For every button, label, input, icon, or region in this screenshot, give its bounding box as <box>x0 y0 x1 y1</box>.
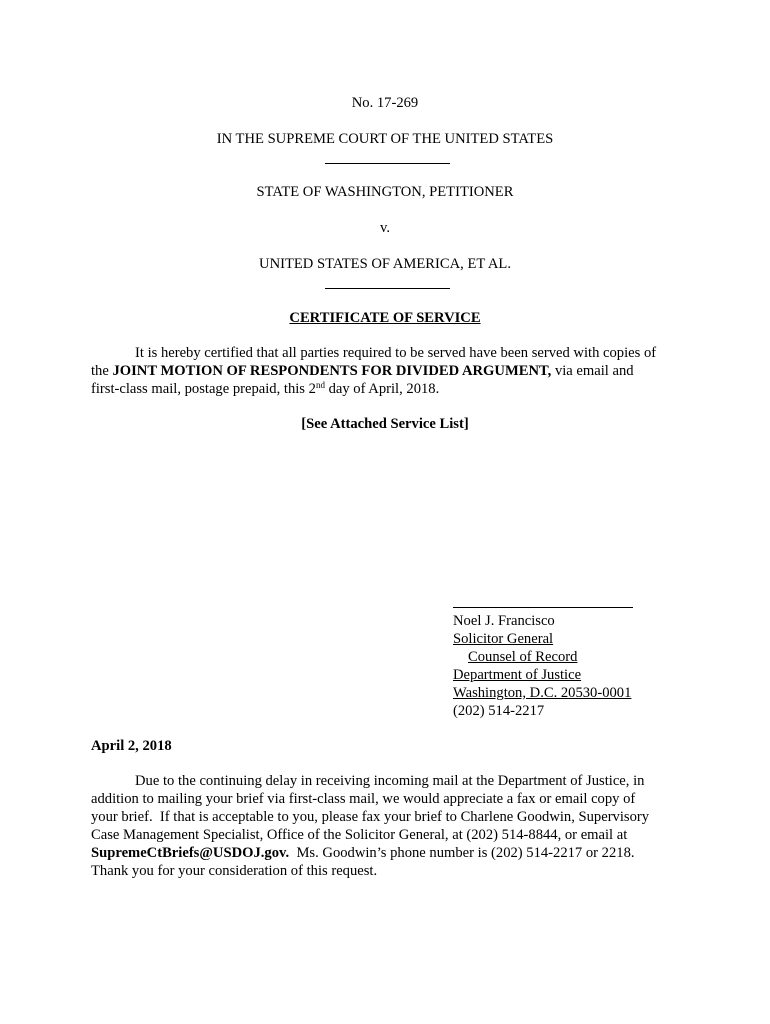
signer-name: Noel J. Francisco <box>453 613 555 629</box>
notice-line-4: Case Management Specialist, Office of the Solicitor General, at (202) 514-8844, or email at <box>91 827 628 843</box>
certificate-paragraph <box>91 344 691 398</box>
signature-line <box>453 607 633 608</box>
service-list-note-text: [See Attached Service List] <box>301 416 469 432</box>
notice-line <box>91 844 691 862</box>
signer-role: Counsel of Record <box>468 649 578 665</box>
signature-block <box>453 612 631 720</box>
certificate-line-2-suffix: via email and <box>551 363 634 379</box>
divider-rule <box>325 288 450 289</box>
signer-title: Solicitor General <box>453 631 554 647</box>
notice-line-3: your brief. If that is acceptable to you, please fax your brief to Charlene Goodwin, Supervisory <box>91 809 650 825</box>
notice-paragraph <box>91 772 691 880</box>
service-list-note <box>0 415 770 433</box>
respondent-line: UNITED STATES OF AMERICA, ET AL. <box>259 256 511 272</box>
signer-role-line <box>453 648 631 666</box>
certificate-line <box>91 380 691 398</box>
certificate-line-3-suffix: day of April, 2018. <box>324 381 440 397</box>
certificate-line <box>91 344 691 362</box>
certificate-line-1: It is hereby certified that all parties required to be served have been served with copies of <box>135 345 657 361</box>
notice-line-5-suffix: Ms. Goodwin’s phone number is (202) 514-2217 or 2218. <box>289 845 635 861</box>
certificate-line-3-prefix: first-class mail, postage prepaid, this 2 <box>91 381 316 397</box>
motion-title: JOINT MOTION OF RESPONDENTS FOR DIVIDED ARGUMENT, <box>112 363 552 379</box>
brief-email: SupremeCtBriefs@USDOJ.gov. <box>91 845 290 861</box>
certificate-line-2-prefix: the <box>91 363 113 379</box>
notice-date-text: April 2, 2018 <box>91 738 172 754</box>
notice-line-2: addition to mailing your brief via first-class mail, we would appreciate a fax or email copy of <box>91 791 636 807</box>
certificate-title-text: CERTIFICATE OF SERVICE <box>289 310 481 326</box>
petitioner-line: STATE OF WASHINGTON, PETITIONER <box>256 184 514 200</box>
certificate-title <box>0 309 770 327</box>
notice-date <box>91 737 691 755</box>
notice-line-6: Thank you for your consideration of this request. <box>91 863 378 879</box>
versus-line: v. <box>380 220 390 236</box>
signer-address: Washington, D.C. 20530-0001 <box>453 685 632 701</box>
notice-line-1: Due to the continuing delay in receiving incoming mail at the Department of Justice, in <box>135 773 645 789</box>
signer-phone: (202) 514-2217 <box>453 703 545 719</box>
notice-line <box>91 772 691 790</box>
certificate-line <box>91 362 691 380</box>
ordinal-suffix: nd <box>315 380 325 390</box>
court-name: IN THE SUPREME COURT OF THE UNITED STATES <box>216 131 554 147</box>
divider-rule <box>325 163 450 164</box>
signer-department: Department of Justice <box>453 667 582 683</box>
case-number: No. 17-269 <box>351 95 419 111</box>
